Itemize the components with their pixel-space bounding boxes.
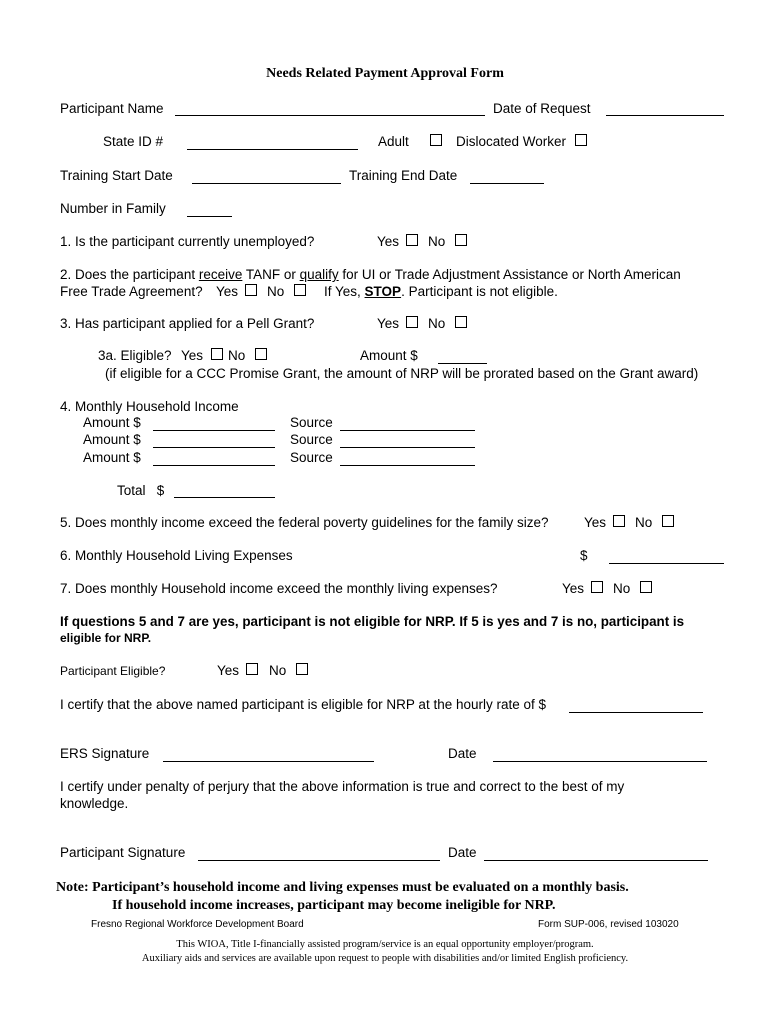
dislocated-worker-checkbox[interactable] xyxy=(575,134,587,146)
question-6: 6. Monthly Household Living Expenses xyxy=(60,548,293,563)
q3a-promise-grant-note: (if eligible for a CCC Promise Grant, the amount of NRP will be prorated based on the Grant award) xyxy=(105,366,699,381)
q3a-amount-label: Amount $ xyxy=(360,348,418,363)
footer-form-id: Form SUP-006, revised 103020 xyxy=(538,919,679,930)
q3-no-label: No xyxy=(428,316,446,331)
perjury-statement-line2: knowledge. xyxy=(60,796,129,811)
q3-no-checkbox[interactable] xyxy=(455,316,467,328)
form-title: Needs Related Payment Approval Form xyxy=(266,66,504,81)
eligible-no-label: No xyxy=(269,663,287,678)
q1-yes-checkbox[interactable] xyxy=(406,234,418,246)
q6-living-expenses-field[interactable] xyxy=(609,563,724,564)
training-start-date-field[interactable] xyxy=(192,183,341,184)
question-3a: 3a. Eligible? xyxy=(98,348,172,363)
eligible-yes-checkbox[interactable] xyxy=(246,663,258,675)
q7-no-label: No xyxy=(613,581,631,596)
question-1: 1. Is the participant currently unemployed? xyxy=(60,234,315,249)
dislocated-worker-label: Dislocated Worker xyxy=(456,134,567,149)
q3a-yes-checkbox[interactable] xyxy=(211,348,223,360)
question-2-line1: 2. Does the participant receive TANF or qualify for UI or Trade Adjustment Assistance or North American xyxy=(60,267,681,282)
hourly-rate-field[interactable] xyxy=(569,712,703,713)
note-line1: Note: Participant’s household income and living expenses must be evaluated on a monthly basis. xyxy=(56,880,629,895)
q7-yes-checkbox[interactable] xyxy=(591,581,603,593)
note-line2: If household income increases, participant may become ineligible for NRP. xyxy=(112,898,556,913)
q7-no-checkbox[interactable] xyxy=(640,581,652,593)
adult-checkbox[interactable] xyxy=(430,134,442,146)
income-total-label: Total $ xyxy=(117,483,165,498)
number-in-family-field[interactable] xyxy=(187,216,232,217)
perjury-statement-line1: I certify under penalty of perjury that the above information is true and correct to the best of my xyxy=(60,779,625,794)
q2-no-checkbox[interactable] xyxy=(294,284,306,296)
q7-yes-label: Yes xyxy=(562,581,585,596)
footer-eeo-line1: This WIOA, Title I-financially assisted program/service is an equal opportunity employer/program. xyxy=(176,939,594,950)
state-id-label: State ID # xyxy=(103,134,164,149)
participant-eligible-label: Participant Eligible? xyxy=(60,664,166,678)
q3a-no-label: No xyxy=(228,348,246,363)
date-of-request-field[interactable] xyxy=(606,115,724,116)
participant-name-label: Participant Name xyxy=(60,101,164,116)
participant-signature-label: Participant Signature xyxy=(60,845,186,860)
income-source-field-1[interactable] xyxy=(340,430,475,431)
q2-no-label: No xyxy=(267,284,285,299)
income-source-label-3: Source xyxy=(290,450,333,465)
q2-yes-checkbox[interactable] xyxy=(245,284,257,296)
q3-yes-checkbox[interactable] xyxy=(406,316,418,328)
ers-date-field[interactable] xyxy=(493,761,707,762)
income-amount-label-3: Amount $ xyxy=(83,450,141,465)
training-end-date-field[interactable] xyxy=(470,183,544,184)
income-total-field[interactable] xyxy=(174,497,275,498)
participant-date-field[interactable] xyxy=(484,860,708,861)
income-source-label-1: Source xyxy=(290,415,333,430)
q1-no-label: No xyxy=(428,234,446,249)
footer-eeo-line2: Auxiliary aids and services are available upon request to people with disabilities and/or limited English proficiency. xyxy=(141,953,629,964)
participant-date-label: Date xyxy=(448,845,477,860)
q5-no-checkbox[interactable] xyxy=(662,515,674,527)
income-source-field-3[interactable] xyxy=(340,465,475,466)
certify-hourly-rate-text: I certify that the above named participant is eligible for NRP at the hourly rate of $ xyxy=(60,697,547,712)
participant-signature-field[interactable] xyxy=(198,860,440,861)
eligibility-rule-line1: If questions 5 and 7 are yes, participant is not eligible for NRP. If 5 is yes and 7 is no, participant is xyxy=(60,614,685,629)
q1-no-checkbox[interactable] xyxy=(455,234,467,246)
q3a-yes-label: Yes xyxy=(181,348,204,363)
ers-date-label: Date xyxy=(448,746,477,761)
question-2-line2: Free Trade Agreement? xyxy=(60,284,203,299)
q3-yes-label: Yes xyxy=(377,316,400,331)
income-amount-field-3[interactable] xyxy=(153,465,275,466)
state-id-field[interactable] xyxy=(187,149,358,150)
income-amount-field-2[interactable] xyxy=(153,447,275,448)
question-5: 5. Does monthly income exceed the federal poverty guidelines for the family size? xyxy=(60,515,549,530)
income-amount-label-1: Amount $ xyxy=(83,415,141,430)
question-7: 7. Does monthly Household income exceed the monthly living expenses? xyxy=(60,581,498,596)
q3a-no-checkbox[interactable] xyxy=(255,348,267,360)
footer-organization: Fresno Regional Workforce Development Board xyxy=(91,919,304,930)
q5-yes-checkbox[interactable] xyxy=(613,515,625,527)
q6-dollar-sign: $ xyxy=(580,548,588,563)
eligible-no-checkbox[interactable] xyxy=(296,663,308,675)
q3a-amount-field[interactable] xyxy=(438,363,487,364)
q5-no-label: No xyxy=(635,515,653,530)
income-amount-field-1[interactable] xyxy=(153,430,275,431)
income-source-field-2[interactable] xyxy=(340,447,475,448)
question-4: 4. Monthly Household Income xyxy=(60,399,239,414)
eligibility-rule-line2: eligible for NRP. xyxy=(60,631,152,645)
training-start-date-label: Training Start Date xyxy=(60,168,173,183)
income-source-label-2: Source xyxy=(290,432,333,447)
date-of-request-label: Date of Request xyxy=(493,101,591,116)
adult-label: Adult xyxy=(378,134,409,149)
training-end-date-label: Training End Date xyxy=(349,168,458,183)
q2-yes-label: Yes xyxy=(216,284,239,299)
question-3: 3. Has participant applied for a Pell Grant? xyxy=(60,316,315,331)
number-in-family-label: Number in Family xyxy=(60,201,166,216)
eligible-yes-label: Yes xyxy=(217,663,240,678)
income-amount-label-2: Amount $ xyxy=(83,432,141,447)
q2-stop-instruction: If Yes, STOP. Participant is not eligible. xyxy=(324,284,558,299)
participant-name-field[interactable] xyxy=(175,115,485,116)
q1-yes-label: Yes xyxy=(377,234,400,249)
ers-signature-field[interactable] xyxy=(163,761,374,762)
q5-yes-label: Yes xyxy=(584,515,607,530)
ers-signature-label: ERS Signature xyxy=(60,746,150,761)
